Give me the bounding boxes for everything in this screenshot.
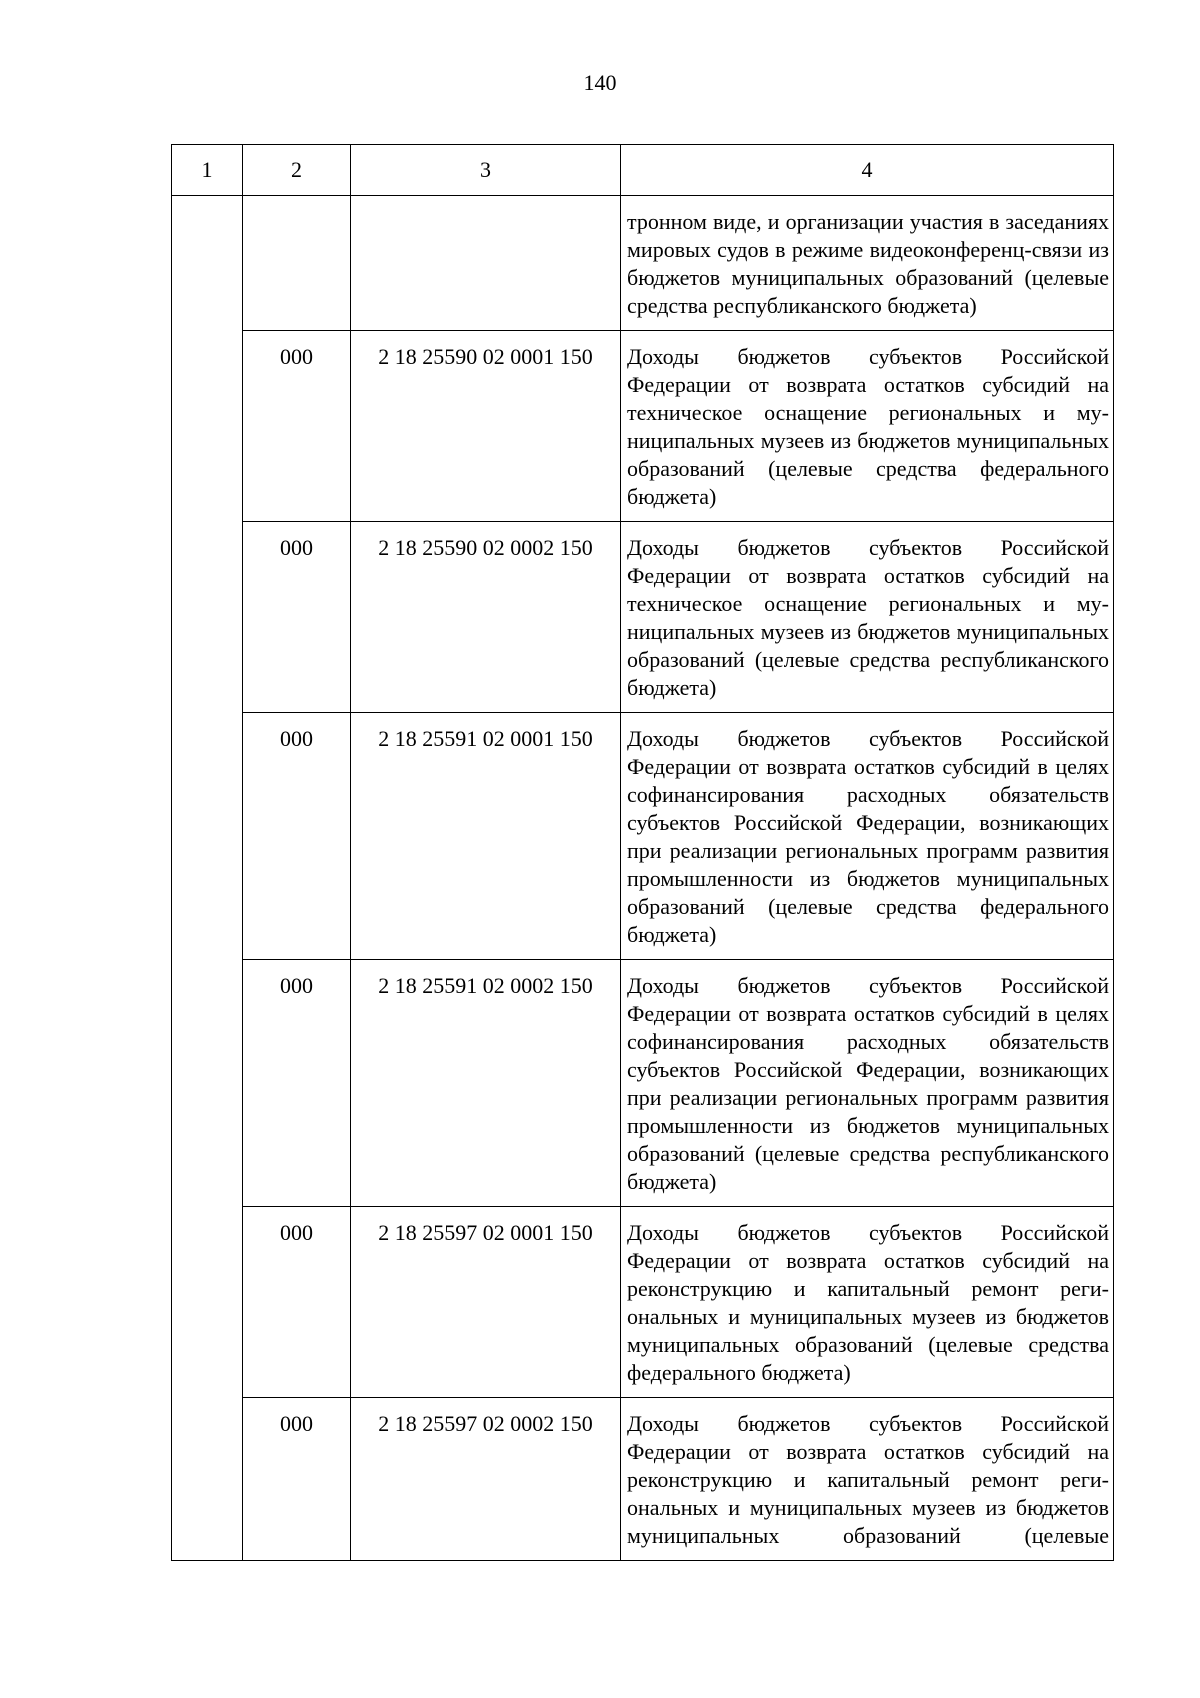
admin-code xyxy=(243,196,350,208)
description-cell xyxy=(621,713,1114,960)
revenue-description: тронном виде, и организации участия в заседаниях мировых судов в режиме видеоконференц-связи из бюджетов муниципальных образований (целевые средства республиканского бюджета) xyxy=(627,209,1109,318)
revenue-code-cell xyxy=(351,1207,621,1398)
admin-code: 000 xyxy=(280,726,313,751)
admin-code: 000 xyxy=(280,535,313,560)
table-row xyxy=(172,522,1114,713)
row-cell-col1 xyxy=(172,196,243,331)
revenue-code-cell xyxy=(351,522,621,713)
table-row xyxy=(172,713,1114,960)
description-cell xyxy=(621,522,1114,713)
admin-code: 000 xyxy=(280,1220,313,1245)
row-cell-col1 xyxy=(172,713,243,960)
revenue-code-cell xyxy=(351,196,621,331)
revenue-description: Доходы бюджетов субъектов Российской Федерации от возврата остатков субсидий на техническое оснащение региональных и муниципальных музеев из бюджетов муниципальных образований (целевые средства республиканского бюджета) xyxy=(627,535,1109,700)
table-row xyxy=(172,196,1114,331)
description-cell xyxy=(621,1207,1114,1398)
column-header-1: 1 xyxy=(172,145,243,196)
row-cell-col1 xyxy=(172,522,243,713)
revenue-code: 2 18 25597 02 0002 150 xyxy=(378,1411,593,1436)
revenue-description: Доходы бюджетов субъектов Российской Федерации от возврата остатков субсидий на реконструкцию и капитальный ремонт региональных и муниципальных музеев из бюджетов муниципальных образований (целевые средства федерального бюджета) xyxy=(627,1220,1109,1385)
column-header-4: 4 xyxy=(621,145,1114,196)
revenue-code xyxy=(351,196,620,208)
admin-code: 000 xyxy=(280,344,313,369)
description-cell xyxy=(621,196,1114,331)
admin-code-cell xyxy=(243,1207,351,1398)
description-cell xyxy=(621,1398,1114,1561)
revenue-code-cell xyxy=(351,960,621,1207)
revenue-code-cell xyxy=(351,331,621,522)
revenue-codes-table xyxy=(171,144,1114,1561)
table-row xyxy=(172,960,1114,1207)
row-cell-col1 xyxy=(172,1398,243,1561)
table-header-row xyxy=(172,145,1114,196)
admin-code-cell xyxy=(243,331,351,522)
admin-code: 000 xyxy=(280,973,313,998)
admin-code-cell xyxy=(243,196,351,331)
revenue-code: 2 18 25590 02 0001 150 xyxy=(378,344,593,369)
admin-code-cell xyxy=(243,1398,351,1561)
table-row xyxy=(172,1398,1114,1561)
revenue-description: Доходы бюджетов субъектов Российской Федерации от возврата остатков субсидий в целях софинансирования расходных обязательств субъектов Российской Федерации, возникающих при реализации региональных программ развития промышленности из бюджетов муниципальных образований (целевые средства республиканского бюджета) xyxy=(627,973,1109,1194)
revenue-code: 2 18 25597 02 0001 150 xyxy=(378,1220,593,1245)
description-cell xyxy=(621,331,1114,522)
admin-code-cell xyxy=(243,522,351,713)
row-cell-col1 xyxy=(172,331,243,522)
revenue-description: Доходы бюджетов субъектов Российской Федерации от возврата остатков субсидий в целях софинансирования расходных обязательств субъектов Российской Федерации, возникающих при реализации региональных программ развития промышленности из бюджетов муниципальных образований (целевые средства федерального бюджета) xyxy=(627,726,1109,947)
description-cell xyxy=(621,960,1114,1207)
row-cell-col1 xyxy=(172,960,243,1207)
row-cell-col1 xyxy=(172,1207,243,1398)
table-row xyxy=(172,331,1114,522)
revenue-code-cell xyxy=(351,1398,621,1561)
revenue-description: Доходы бюджетов субъектов Российской Федерации от возврата остатков субсидий на техническое оснащение региональных и муниципальных музеев из бюджетов муниципальных образований (целевые средства федерального бюджета) xyxy=(627,344,1109,509)
revenue-code: 2 18 25591 02 0002 150 xyxy=(378,973,593,998)
table-row xyxy=(172,1207,1114,1398)
admin-code-cell xyxy=(243,713,351,960)
column-header-3: 3 xyxy=(351,145,621,196)
revenue-code-cell xyxy=(351,713,621,960)
page-number: 140 xyxy=(583,70,617,95)
revenue-code: 2 18 25591 02 0001 150 xyxy=(378,726,593,751)
admin-code: 000 xyxy=(280,1411,313,1436)
admin-code-cell xyxy=(243,960,351,1207)
revenue-code: 2 18 25590 02 0002 150 xyxy=(378,535,593,560)
revenue-description: Доходы бюджетов субъектов Российской Федерации от возврата остатков субсидий на реконструкцию и капитальный ремонт региональных и муниципальных музеев из бюджетов муниципальных образований (целевые xyxy=(627,1411,1109,1548)
column-header-2: 2 xyxy=(243,145,351,196)
